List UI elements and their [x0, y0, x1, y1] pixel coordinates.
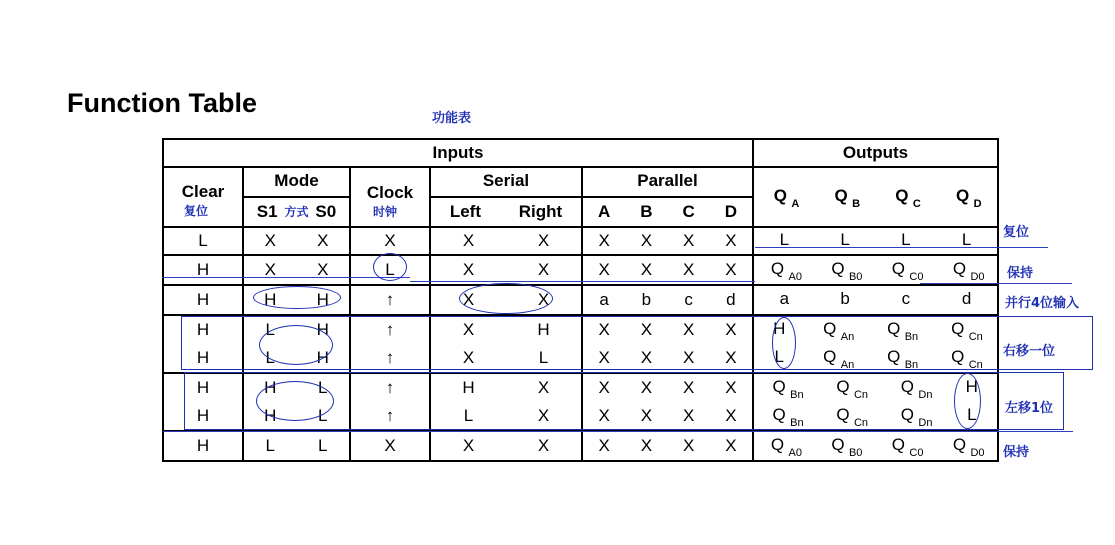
clock-cell: X [384, 231, 396, 250]
c-cell: X [682, 436, 695, 455]
qc-cell: Q $_{C0}$ [891, 434, 924, 460]
qa-cell: a [779, 288, 790, 308]
qd-cell: Q $_{D0}$ [952, 258, 985, 284]
clock-cell: L [385, 260, 395, 279]
qa-cell: L [779, 229, 790, 249]
qb-cell: L [840, 229, 850, 249]
c-cell: X [682, 260, 695, 279]
left-cell: H [462, 378, 475, 397]
s1-cell: H [264, 290, 277, 309]
a-cell: a [599, 290, 609, 309]
d-cell: X [725, 260, 737, 279]
d-cell: X [725, 231, 737, 250]
right-cell: X [537, 231, 550, 250]
b-label: B [640, 202, 653, 221]
annotation-hold-2: 保持 [1003, 445, 1030, 460]
s1-cell: L [265, 348, 275, 367]
qb-cell: Q $_{An}$ [823, 346, 855, 372]
s0-cell: L [318, 436, 328, 455]
qd-cell: Q $_{Cn}$ [951, 346, 983, 372]
s1-label: S1 [256, 202, 278, 221]
clear-cell: H [196, 436, 210, 455]
inputs-header: Inputs [163, 139, 753, 167]
qc-cell: L [901, 229, 911, 249]
right-label: Right [518, 202, 563, 221]
left-cell: X [462, 231, 475, 250]
a-cell: X [598, 378, 610, 397]
left-cell: X [462, 320, 475, 339]
a-label: A [597, 202, 611, 221]
serial-header [430, 167, 582, 227]
right-cell: X [537, 260, 550, 279]
annotation-shift-left: 左移1位 [1005, 401, 1054, 416]
mode-hl-ellipse [256, 381, 334, 421]
right-cell: X [537, 436, 550, 455]
s0-cell: X [317, 231, 329, 250]
s1-cell: L [265, 320, 275, 339]
outputs-columns-header [753, 167, 998, 227]
clock-label-cn: 时钟 [373, 204, 398, 219]
b-cell: X [640, 436, 653, 455]
a-cell: X [598, 231, 610, 250]
clear-cell: L [198, 231, 208, 250]
qa-cell: Q $_{A0}$ [770, 434, 802, 460]
d-cell: X [725, 378, 737, 397]
c-cell: X [682, 231, 695, 250]
serial-xx-ellipse [459, 283, 553, 314]
a-cell: X [598, 348, 610, 367]
b-cell: X [640, 320, 653, 339]
left-cell: X [462, 260, 475, 279]
a-cell: X [598, 320, 610, 339]
d-cell: d [726, 290, 736, 309]
qd-cell: d [961, 288, 972, 308]
mode-lh-ellipse [259, 325, 333, 365]
c-cell: X [682, 348, 695, 367]
parallel-label: Parallel [583, 168, 752, 198]
s1-cell: X [264, 231, 276, 250]
c-cell: X [682, 406, 695, 425]
qd-cell: Q $_{D0}$ [952, 434, 985, 460]
qd-cell: H [965, 376, 978, 396]
clock-cell: X [384, 436, 396, 455]
qa-cell: H [773, 318, 786, 338]
qc-label: Q $_C$ [895, 185, 921, 211]
s1-cell: H [264, 378, 277, 397]
left-cell: X [462, 290, 475, 309]
d-cell: X [725, 406, 737, 425]
c-cell: X [682, 378, 695, 397]
qa-cell: L [774, 346, 784, 366]
left-label: Left [449, 202, 482, 221]
qc-cell: c [901, 288, 911, 308]
qc-cell: Q $_{Bn}$ [887, 346, 919, 372]
s0-cell: X [317, 260, 329, 279]
qd-cell: L [967, 404, 977, 424]
clock-cell: ↑ [385, 290, 395, 309]
left-cell: L [463, 406, 474, 425]
s1-cell: H [264, 406, 277, 425]
c-label: C [682, 202, 695, 221]
clear-cell: H [196, 290, 210, 309]
parallel-header [582, 167, 753, 227]
right-cell: L [538, 348, 549, 367]
s1-cell: L [265, 436, 275, 455]
qc-cell: Q $_{Bn}$ [887, 318, 919, 344]
qc-cell: Q $_{C0}$ [891, 258, 924, 284]
a-cell: X [598, 260, 610, 279]
qc-cell: Q $_{Dn}$ [900, 404, 933, 430]
clock-cell: ↑ [385, 320, 395, 339]
clear-cell: H [196, 348, 210, 367]
b-cell: X [640, 260, 653, 279]
mode-hh-ellipse [253, 286, 341, 309]
d-cell: X [725, 320, 737, 339]
left-cell: X [462, 348, 475, 367]
qb-cell: Q $_{B0}$ [831, 258, 863, 284]
right-cell: X [537, 378, 550, 397]
clock-label: Clock [366, 182, 414, 202]
mode-header [243, 167, 350, 227]
clock-cell: ↑ [385, 378, 395, 397]
qd-cell: Q $_{Cn}$ [951, 318, 983, 344]
a-cell: X [598, 406, 610, 425]
qb-cell: Q $_{Cn}$ [836, 376, 869, 402]
clear-cell: H [196, 406, 210, 425]
qa-cell: Q $_{Bn}$ [772, 404, 804, 430]
b-cell: X [640, 231, 653, 250]
qb-cell: b [840, 288, 850, 308]
clear-cell: H [196, 378, 210, 397]
s0-label: S0 [315, 202, 337, 221]
right-cell: X [537, 406, 550, 425]
clock-low-circle [373, 253, 407, 281]
clock-cell: ↑ [385, 348, 395, 367]
clear-label: Clear [181, 181, 225, 201]
clear-cell: H [196, 320, 210, 339]
left-cell: X [462, 436, 475, 455]
clear-cell: H [196, 260, 210, 279]
annotation-line [162, 277, 410, 278]
annotation-line [163, 431, 1073, 432]
qc-cell: Q $_{Dn}$ [900, 376, 933, 402]
table-subtitle-cn: 功能表 [432, 111, 472, 126]
c-cell: c [684, 290, 693, 309]
mode-label-cn: 方式 [284, 205, 309, 219]
c-cell: X [682, 320, 695, 339]
qd-label: Q $_D$ [956, 185, 982, 211]
a-cell: X [598, 436, 610, 455]
outputs-header: Outputs [753, 139, 998, 167]
clock-cell: ↑ [385, 406, 395, 425]
b-cell: X [640, 406, 653, 425]
s0-cell: H [316, 290, 329, 309]
b-cell: X [640, 348, 653, 367]
qd-shift-ellipse [954, 373, 981, 429]
b-cell: X [640, 378, 653, 397]
mode-label: Mode [244, 168, 349, 198]
qb-cell: Q $_{An}$ [823, 318, 855, 344]
d-cell: X [725, 348, 737, 367]
s0-cell: H [316, 348, 329, 367]
annotation-line [410, 281, 755, 282]
d-label: D [724, 202, 738, 221]
table-row [163, 431, 998, 461]
qb-cell: Q $_{B0}$ [831, 434, 863, 460]
annotation-reset: 复位 [1003, 225, 1030, 240]
b-cell: b [641, 290, 652, 309]
clock-header [350, 167, 430, 227]
table-row [163, 227, 998, 255]
qb-label: Q $_B$ [834, 185, 861, 211]
annotation-line [920, 283, 1072, 284]
right-cell: X [537, 290, 550, 309]
annotation-parallel-load: 并行4位输入 [1005, 296, 1080, 311]
qa-label: Q $_A$ [773, 185, 800, 211]
qd-cell: L [961, 229, 972, 249]
qb-cell: Q $_{Cn}$ [836, 404, 869, 430]
clear-header [163, 167, 243, 227]
qa-cell: Q $_{A0}$ [770, 258, 802, 284]
qa-cell: Q $_{Bn}$ [772, 376, 804, 402]
s0-cell: H [316, 320, 329, 339]
right-cell: H [537, 320, 550, 339]
annotation-shift-right: 右移一位 [1003, 344, 1056, 359]
qa-shift-ellipse [772, 317, 796, 369]
serial-label: Serial [431, 168, 581, 198]
annotation-line [755, 247, 1048, 248]
s0-cell: L [318, 406, 328, 425]
page-title: Function Table [67, 88, 257, 118]
s1-cell: X [264, 260, 276, 279]
d-cell: X [725, 436, 737, 455]
s0-cell: L [318, 378, 328, 397]
clear-label-cn: 复位 [184, 203, 209, 218]
annotation-hold-1: 保持 [1007, 266, 1034, 281]
